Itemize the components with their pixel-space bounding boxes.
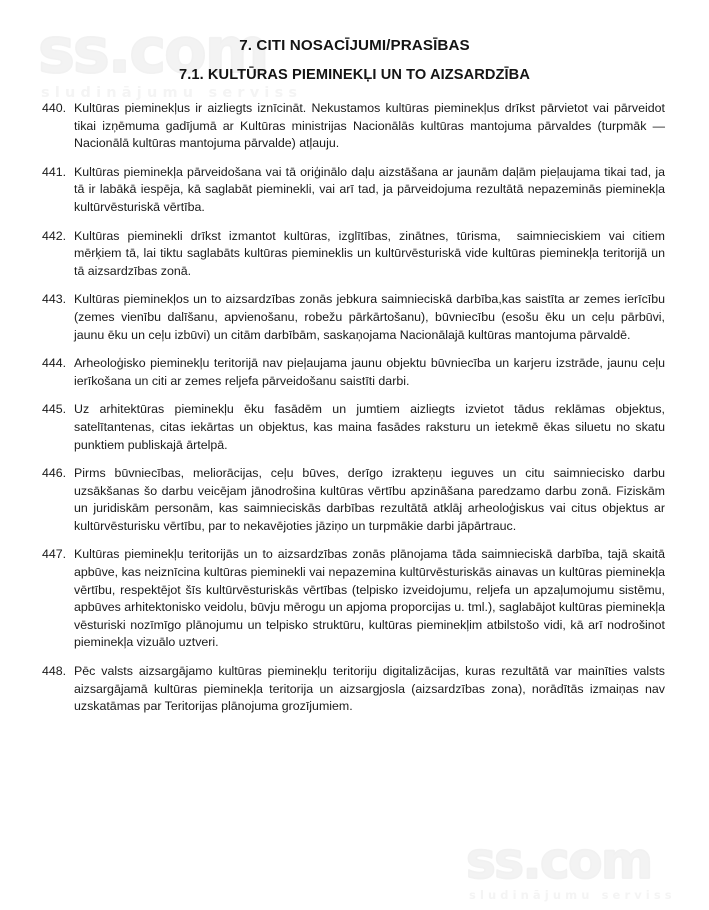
section-heading: 7. CITI NOSACĪJUMI/PRASĪBAS [239, 37, 470, 54]
clause-text: Kultūras pieminekļu teritorijās un to aizsardzības zonās plānojama tāda saimnieciskā darbība, tajā skaitā apbūve, kas neiznīcina kultūras pieminekli vai nepazemina kultūrvēsturiskās ainavas un kultūras pieminekļa vērtību, respektējot šīs kultūrvēsturiskās vērtības (telpisko izveidojumu, reljefa un apzaļumojumu sistēmu, apbūves arhitektonisko veidolu, būvju mērogu un apjoma proporcijas u. tml.), saglabājot kultūras pieminekļa vēsturiski nozīmīgo plānojumu un telpisko struktūru, kultūras pieminekļim atbilstošo vidi, kā arī nodrošinot pieminekļa vizuālo uztveri. [74, 547, 669, 650]
watermark-logo-text: ss.com [466, 832, 652, 890]
clause-item [42, 401, 669, 454]
subsection-heading: 7.1. KULTŪRAS PIEMINEKĻI UN TO AIZSARDZĪBA [179, 67, 530, 83]
clause-item [42, 228, 669, 281]
clause-item [42, 164, 669, 217]
clause-list [0, 83, 709, 716]
clause-item [42, 100, 669, 153]
clause-text: Kultūras pieminekļa pārveidošana vai tā oriģinālo daļu aizstāšana ar jaunām daļām pieļaujama tikai tad, ja tā ir labākā iespēja, kā saglabāt pieminekli, vai arī tad, ja pārveidojuma rezultātā nepazeminās pieminekļa kultūrvēsturiskā vērtība. [74, 164, 669, 214]
clause-number: 445. [42, 402, 67, 417]
clause-number: 447. [42, 547, 67, 562]
clause-text: Kultūras pieminekli drīkst izmantot kultūras, izglītības, zinātnes, tūrisma, saimnieciskiem vai citiem mērķiem tā, lai tiktu saglabāts kultūras piemineklis un kultūrvēsturiskā vide kultūras pieminekļa teritorijā un tā aizsardzības zonā. [74, 228, 669, 278]
clause-number: 444. [42, 356, 67, 371]
watermark-bottom [466, 832, 676, 902]
clause-text: Kultūras pieminekļos un to aizsardzības zonās jebkura saimnieciskā darbība,kas saistīta ar zemes ierīcību (zemes vienību dalīšanu, apvienošanu, robežu pārkārtošanu), būvniecību (esošu ēku un ceļu pārbūvi, jaunu ēku un ceļu izbūvi) un citām darbībām, saskaņojama Nacionālajā kultūras mantojuma pārvaldē. [74, 292, 669, 342]
clause-number: 442. [42, 228, 67, 243]
clause-item [42, 355, 669, 390]
clause-text: Pēc valsts aizsargājamo kultūras pieminekļu teritoriju digitalizācijas, kuras rezultātā var mainīties valsts aizsargājamā kultūras pieminekļa teritorija un aizsargjosla (aizsardzības zona), norādītās izmaiņas nav uzskatāmas par Teritorijas plānojuma grozījumiem. [74, 664, 669, 714]
clause-item [42, 291, 669, 344]
watermark-tagline-text: sludinājumu serviss [41, 85, 303, 101]
clause-text: Arheoloģisko pieminekļu teritorijā nav pieļaujama jaunu objektu būvniecība un karjeru izstrāde, jaunu ceļu ierīkošana un citi ar zemes reljefa pārveidošanu saistīti darbi. [74, 356, 669, 388]
clause-number: 448. [42, 664, 67, 679]
clause-number: 440. [42, 101, 67, 115]
clause-number: 446. [42, 466, 67, 481]
clause-item [42, 546, 669, 652]
clause-item [42, 663, 669, 716]
watermark-logo-text: ss.com [38, 14, 268, 87]
clause-text: Uz arhitektūras pieminekļu ēku fasādēm un jumtiem aizliegts izvietot tādus reklāmas objektus, satelītantenas, citas iekārtas un objektus, kas maina fasādes raksturu un ietekmē ēkas siluetu no skatu punktiem publiskajā ārtelpā. [74, 402, 669, 452]
clause-item [42, 465, 672, 535]
clause-number: 443. [42, 292, 67, 307]
clause-text: Pirms būvniecības, meliorācijas, ceļu būves, derīgo izrakteņu ieguves un citu saimniecisko darbu uzsākšanas šo darbu veicējam jānodrošina kultūras vērtību apzināšana paredzamo darbu zonā. Fiziskām un juridiskām personām, kas saimnieciskās darbības rezultātā atklāj arheoloģiskus vai citus objektus ar kultūrvēsturisku vērtību, par to nekavējoties jāziņo un turpmākie darbi jāpārtrauc. [74, 466, 672, 533]
clause-text: Kultūras pieminekļus ir aizliegts iznīcināt. Nekustamos kultūras pieminekļus drīkst pārvietot vai pārveidot tikai izņēmuma gadījumā ar Kultūras ministrijas Nacionālās kultūras mantojuma pārvaldes (turpmāk — Nacionālā kultūras mantojuma pārvalde) atļauju. [74, 101, 669, 151]
watermark-tagline-text: sludinājumu serviss [469, 888, 676, 902]
clause-number: 441. [42, 164, 67, 179]
